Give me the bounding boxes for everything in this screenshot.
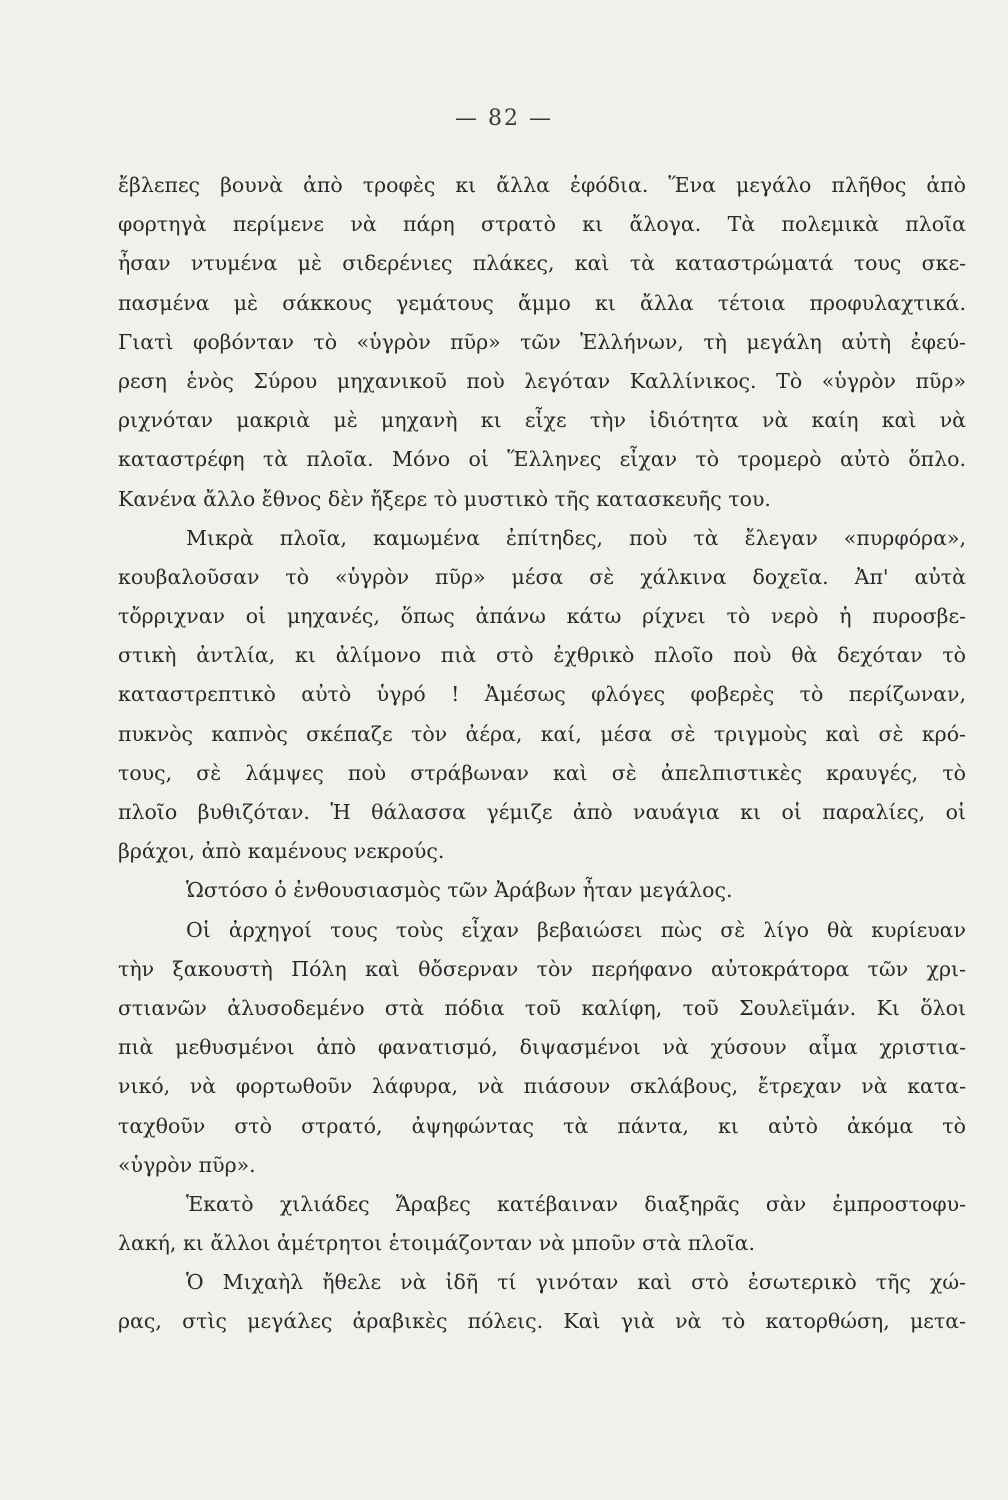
text-line: «ὑγρὸν πῦρ». <box>118 1152 256 1177</box>
text-line: ταχθοῦν στὸ στρατό, ἀψηφώντας τὰ πάντα, κι αὐτὸ ἀκόμα τὸ <box>118 1113 966 1138</box>
text-line: καταστρέφη τὰ πλοῖα. Μόνο οἱ Ἕλληνες εἶχαν τὸ τρομερὸ αὐτὸ ὅπλο. <box>118 447 966 472</box>
text-line: Οἱ ἀρχηγοί τους τοὺς εἶχαν βεβαιώσει πὼς σὲ λίγο θὰ κυρίευαν <box>186 917 966 942</box>
text-line: ρας, στὶς μεγάλες ἀραβικὲς πόλεις. Καὶ γιὰ νὰ τὸ κατορθώση, μετα- <box>118 1309 966 1334</box>
text-line: Μικρὰ πλοῖα, καμωμένα ἐπίτηδες, ποὺ τὰ ἔλεγαν «πυρφόρα», <box>186 525 966 550</box>
text-line: Γιατὶ φοβόνταν τὸ «ὑγρὸν πῦρ» τῶν Ἑλλήνων, τὴ μεγάλη αὐτὴ ἐφεύ- <box>118 329 966 354</box>
text-line: κουβαλοῦσαν τὸ «ὑγρὸν πῦρ» μέσα σὲ χάλκινα δοχεῖα. Ἀπ' αὐτὰ <box>118 564 966 589</box>
text-line: πυκνὸς καπνὸς σκέπαζε τὸν ἀέρα, καί, μέσα σὲ τριγμοὺς καὶ σὲ κρό- <box>118 721 966 746</box>
text-line: νικό, νὰ φορτωθοῦν λάφυρα, νὰ πιάσουν σκλάβους, ἔτρεχαν νὰ κατα- <box>118 1074 966 1099</box>
text-line: πλοῖο βυθιζόταν. Ἡ θάλασσα γέμιζε ἀπὸ ναυάγια κι οἱ παραλίες, οἱ <box>118 800 966 824</box>
text-line: πασμένα μὲ σάκκους γεμάτους ἄμμο κι ἄλλα τέτοια προφυλαχτικά. <box>118 290 966 315</box>
text-line: λακή, κι ἄλλοι ἀμέτρητοι ἑτοιμάζονταν νὰ μποῦν στὰ πλοῖα. <box>118 1231 756 1256</box>
text-line: τους, σὲ λάμψες ποὺ στράβωναν καὶ σὲ ἀπελπιστικὲς κραυγές, τὸ <box>118 760 966 785</box>
text-line: Κανένα ἄλλο ἔθνος δὲν ἤξερε τὸ μυστικὸ τῆς κατασκευῆς του. <box>118 486 771 511</box>
text-line: Ἑκατὸ χιλιάδες Ἄραβες κατέβαιναν διαξηρᾶς σὰν ἐμπροστοφυ- <box>186 1191 966 1216</box>
text-line: τὴν ξακουστὴ Πόλη καὶ θὄσερναν τὸν περήφανο αὐτοκράτορα τῶν χρι- <box>118 956 966 981</box>
page-number: — 82 — <box>455 106 553 131</box>
text-line: Ὁ Μιχαὴλ ἤθελε νὰ ἰδῆ τί γινόταν καὶ στὸ ἐσωτερικὸ τῆς χώ- <box>186 1270 966 1295</box>
text-line: ριχνόταν μακριὰ μὲ μηχανὴ κι εἶχε τὴν ἰδιότητα νὰ καίη καὶ νὰ <box>118 408 966 433</box>
text-line: βράχοι, ἀπὸ καμένους νεκρούς. <box>118 839 445 864</box>
text-line: τὄρριχναν οἱ μηχανές, ὅπως ἀπάνω κάτω ρίχνει τὸ νερὸ ἡ πυροσβε- <box>118 604 966 629</box>
text-line: πιὰ μεθυσμένοι ἀπὸ φανατισμό, διψασμένοι νὰ χύσουν αἷμα χριστια- <box>118 1035 966 1060</box>
text-line: φορτηγὰ περίμενε νὰ πάρη στρατὸ κι ἄλογα. Τὰ πολεμικὰ πλοῖα <box>118 212 966 237</box>
body-text <box>118 166 966 1342</box>
text-line: καταστρεπτικὸ αὐτὸ ὑγρό ! Ἀμέσως φλόγες φοβερὲς τὸ περίζωναν, <box>118 682 966 707</box>
text-line: ἔβλεπες βουνὰ ἀπὸ τροφὲς κι ἄλλα ἐφόδια. Ἕνα μεγάλο πλῆθος ἀπὸ <box>118 173 966 197</box>
text-line: στιανῶν ἀλυσοδεμένο στὰ πόδια τοῦ καλίφη, τοῦ Σουλεϊμάν. Κι ὅλοι <box>118 995 966 1020</box>
text-line: ρεση ἑνὸς Σύρου μηχανικοῦ ποὺ λεγόταν Καλλίνικος. Τὸ «ὑγρὸν πῦρ» <box>118 368 966 393</box>
text-line: ἦσαν ντυμένα μὲ σιδερένιες πλάκες, καὶ τὰ καταστρώματά τους σκε- <box>118 251 966 276</box>
text-line: Ὡστόσο ὁ ἐνθουσιασμὸς τῶν Ἀράβων ἦταν μεγάλος. <box>186 878 733 903</box>
text-line: στικὴ ἀντλία, κι ἀλίμονο πιὰ στὸ ἐχθρικὸ πλοῖο ποὺ θὰ δεχόταν τὸ <box>118 643 966 668</box>
